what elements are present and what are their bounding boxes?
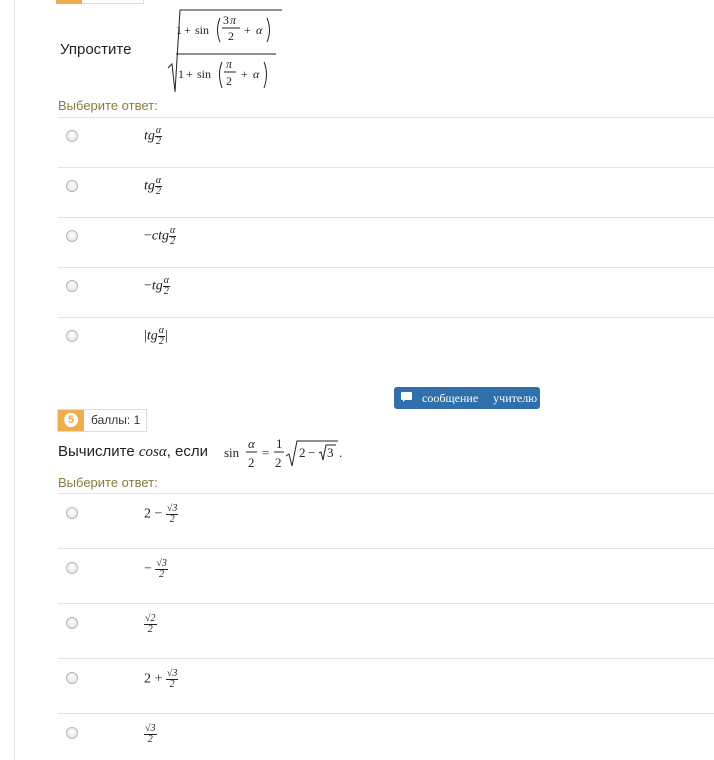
radio-button[interactable] (66, 672, 78, 684)
score-label: баллы: 1 (91, 413, 141, 427)
svg-text:2: 2 (275, 455, 282, 470)
content-left-border (14, 0, 15, 760)
svg-text:3: 3 (327, 445, 334, 460)
question-5-choose-label: Выберите ответ: (58, 475, 158, 490)
svg-text:α: α (248, 436, 255, 451)
svg-text:π: π (230, 13, 237, 27)
svg-text:−: − (308, 445, 316, 460)
option-formula: −tg $\frac{\alpha}{2}$ (144, 275, 170, 297)
svg-text:.: . (339, 445, 343, 460)
svg-text:1: 1 (276, 436, 283, 451)
radio-button[interactable] (66, 280, 78, 292)
radio-button[interactable] (66, 562, 78, 574)
svg-text:2: 2 (226, 74, 232, 88)
svg-text:+: + (241, 67, 248, 81)
option-formula: 2 + $\frac{√3}{2}$ (144, 668, 178, 690)
message-teacher-label: сообщение учителю (422, 391, 538, 405)
svg-text:sin: sin (195, 23, 210, 37)
svg-text:2: 2 (248, 455, 255, 470)
question-5-option-4[interactable] (58, 658, 714, 713)
prompt-if: , если (166, 443, 209, 460)
question-4-option-2[interactable] (58, 167, 714, 217)
svg-text:sin: sin (197, 67, 212, 81)
option-formula: −ctg $\frac{\alpha}{2}$ (144, 225, 176, 247)
option-formula: tg $\frac{\alpha}{2}$ (144, 175, 162, 197)
radio-button[interactable] (66, 230, 78, 242)
svg-text:+: + (186, 67, 193, 81)
radio-button[interactable] (66, 130, 78, 142)
svg-text:1: 1 (176, 23, 182, 37)
chat-bubble-icon (401, 392, 412, 400)
svg-text:π: π (226, 57, 233, 71)
question-4-options (58, 117, 714, 367)
svg-text:α: α (256, 23, 263, 37)
question-5-option-1[interactable] (58, 493, 714, 548)
svg-text:α: α (253, 67, 260, 81)
svg-text:+: + (184, 23, 191, 37)
question-5-options (58, 493, 714, 760)
svg-text:=: = (262, 445, 270, 460)
svg-text:1: 1 (178, 67, 184, 81)
question-5-option-5[interactable] (58, 713, 714, 760)
question-4-option-4[interactable] (58, 267, 714, 317)
question-4-option-5[interactable] (58, 317, 714, 367)
option-formula: 2 − $\frac{√3}{2}$ (144, 503, 178, 525)
svg-text:+: + (244, 23, 251, 37)
option-formula: tg $\frac{\alpha}{2}$ (144, 125, 162, 147)
option-formula: − $\frac{√3}{2}$ (144, 558, 167, 580)
question-4-option-3[interactable] (58, 217, 714, 267)
question-4-choose-label: Выберите ответ: (58, 98, 158, 113)
question-number: 5 (64, 413, 78, 427)
question-4-formula (164, 6, 284, 98)
question-5-option-3[interactable] (58, 603, 714, 658)
radio-button[interactable] (66, 330, 78, 342)
option-formula: $\frac{√2}{2}$ (145, 613, 156, 635)
radio-button[interactable] (66, 727, 78, 739)
question-4-prompt: Упростите (60, 41, 132, 58)
svg-text:3: 3 (223, 13, 229, 27)
question-5-condition-formula (224, 436, 350, 472)
question-5-prompt (58, 443, 208, 461)
message-teacher-button[interactable] (394, 387, 540, 409)
question-4-score-badge (56, 0, 144, 4)
svg-text:2: 2 (228, 29, 234, 43)
prompt-word: Вычислите (58, 443, 135, 460)
svg-text:sin: sin (224, 445, 240, 460)
question-5-option-2[interactable] (58, 548, 714, 603)
radio-button[interactable] (66, 507, 78, 519)
option-formula: $\frac{√3}{2}$ (145, 723, 156, 745)
radio-button[interactable] (66, 180, 78, 192)
option-formula: |tg $\frac{\alpha}{2}$ | (144, 325, 168, 347)
question-4-option-1[interactable] (58, 117, 714, 167)
question-5-score-badge (57, 409, 147, 432)
svg-text:2: 2 (299, 445, 306, 460)
radio-button[interactable] (66, 617, 78, 629)
prompt-expression: cosα (138, 444, 167, 460)
